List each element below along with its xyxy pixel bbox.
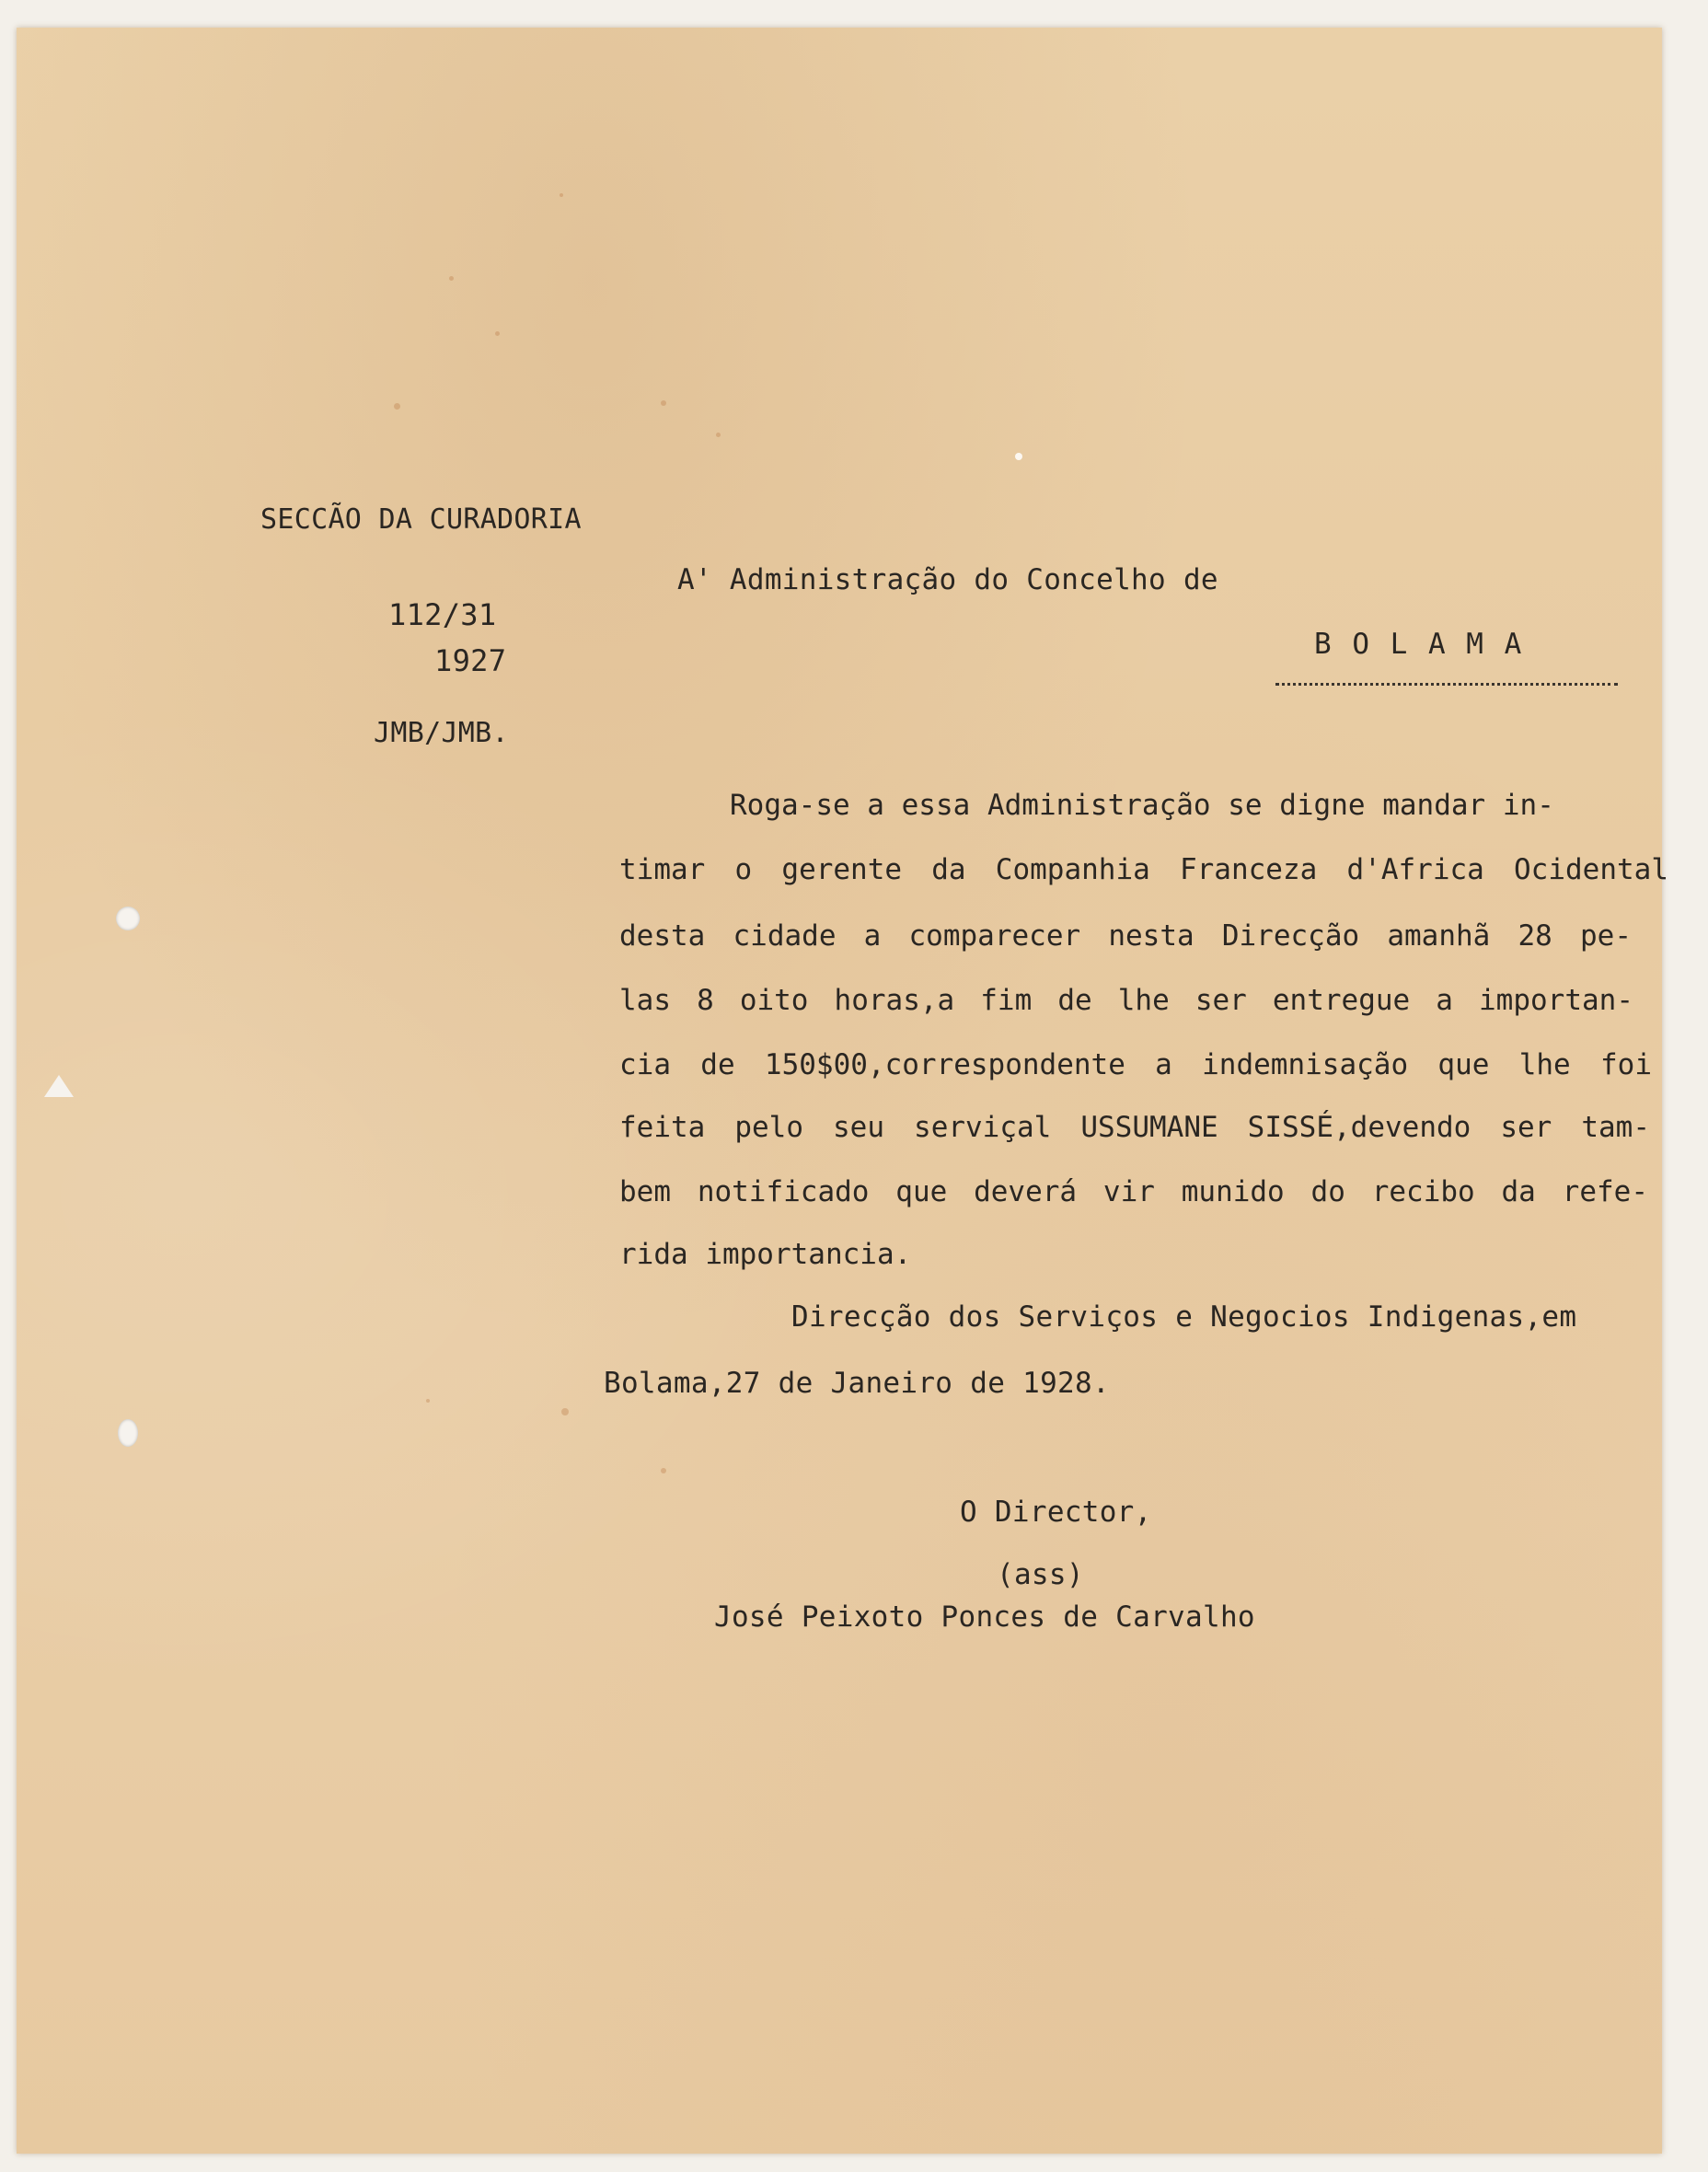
document-page <box>17 28 1668 2154</box>
punch-hole-bottom <box>118 1419 138 1447</box>
signature-title: O Director, <box>960 1496 1152 1529</box>
closing-line-2: Bolama,27 de Janeiro de 1928. <box>604 1367 1110 1400</box>
stain-spot <box>560 193 563 197</box>
stain-spot <box>1015 453 1022 460</box>
stain-spot <box>661 1468 666 1473</box>
stain-spot <box>449 276 454 281</box>
body-line-6: feita pelo seu serviçal USSUMANE SISSÉ,devendo ser tam- <box>619 1111 1650 1144</box>
body-line-3: desta cidade a comparecer nesta Direcção amanhã 28 pe- <box>619 919 1632 953</box>
body-line-2: timar o gerente da Companhia Franceza d'Africa Ocidental <box>619 853 1668 886</box>
body-line-1: Roga-se a essa Administração se digne mandar in- <box>730 789 1554 822</box>
signature-ass: (ass) <box>997 1558 1084 1591</box>
punch-hole-top <box>116 907 140 930</box>
section-heading: SECCÃO DA CURADORIA <box>260 503 582 536</box>
body-line-5: cia de 150$00,correspondente a indemnisação que lhe foi <box>619 1048 1652 1081</box>
typist-initials: JMB/JMB. <box>374 717 509 749</box>
stain-spot <box>495 331 500 336</box>
stain-spot <box>426 1399 430 1403</box>
body-line-7: bem notificado que deverá vir munido do recibo da refe- <box>619 1175 1648 1208</box>
stain-spot <box>394 403 400 410</box>
addressee-line: A' Administração do Concelho de <box>677 563 1218 596</box>
closing-line-1: Direcção dos Serviços e Negocios Indigenas,em <box>791 1300 1577 1334</box>
stain-spot <box>661 400 666 406</box>
punch-mark-middle <box>44 1075 74 1097</box>
signature-name: José Peixoto Ponces de Carvalho <box>714 1600 1255 1634</box>
reference-number: 112/31 <box>388 597 497 632</box>
reference-year: 1927 <box>434 643 507 678</box>
body-line-4: las 8 oito horas,a fim de lhe ser entregue a importan- <box>619 984 1633 1017</box>
addressee-underline <box>1275 683 1618 686</box>
addressee-place: B O L A M A <box>1314 628 1524 661</box>
stain-spot <box>716 433 721 437</box>
stain-spot <box>561 1408 569 1415</box>
body-line-8: rida importancia. <box>619 1238 912 1271</box>
